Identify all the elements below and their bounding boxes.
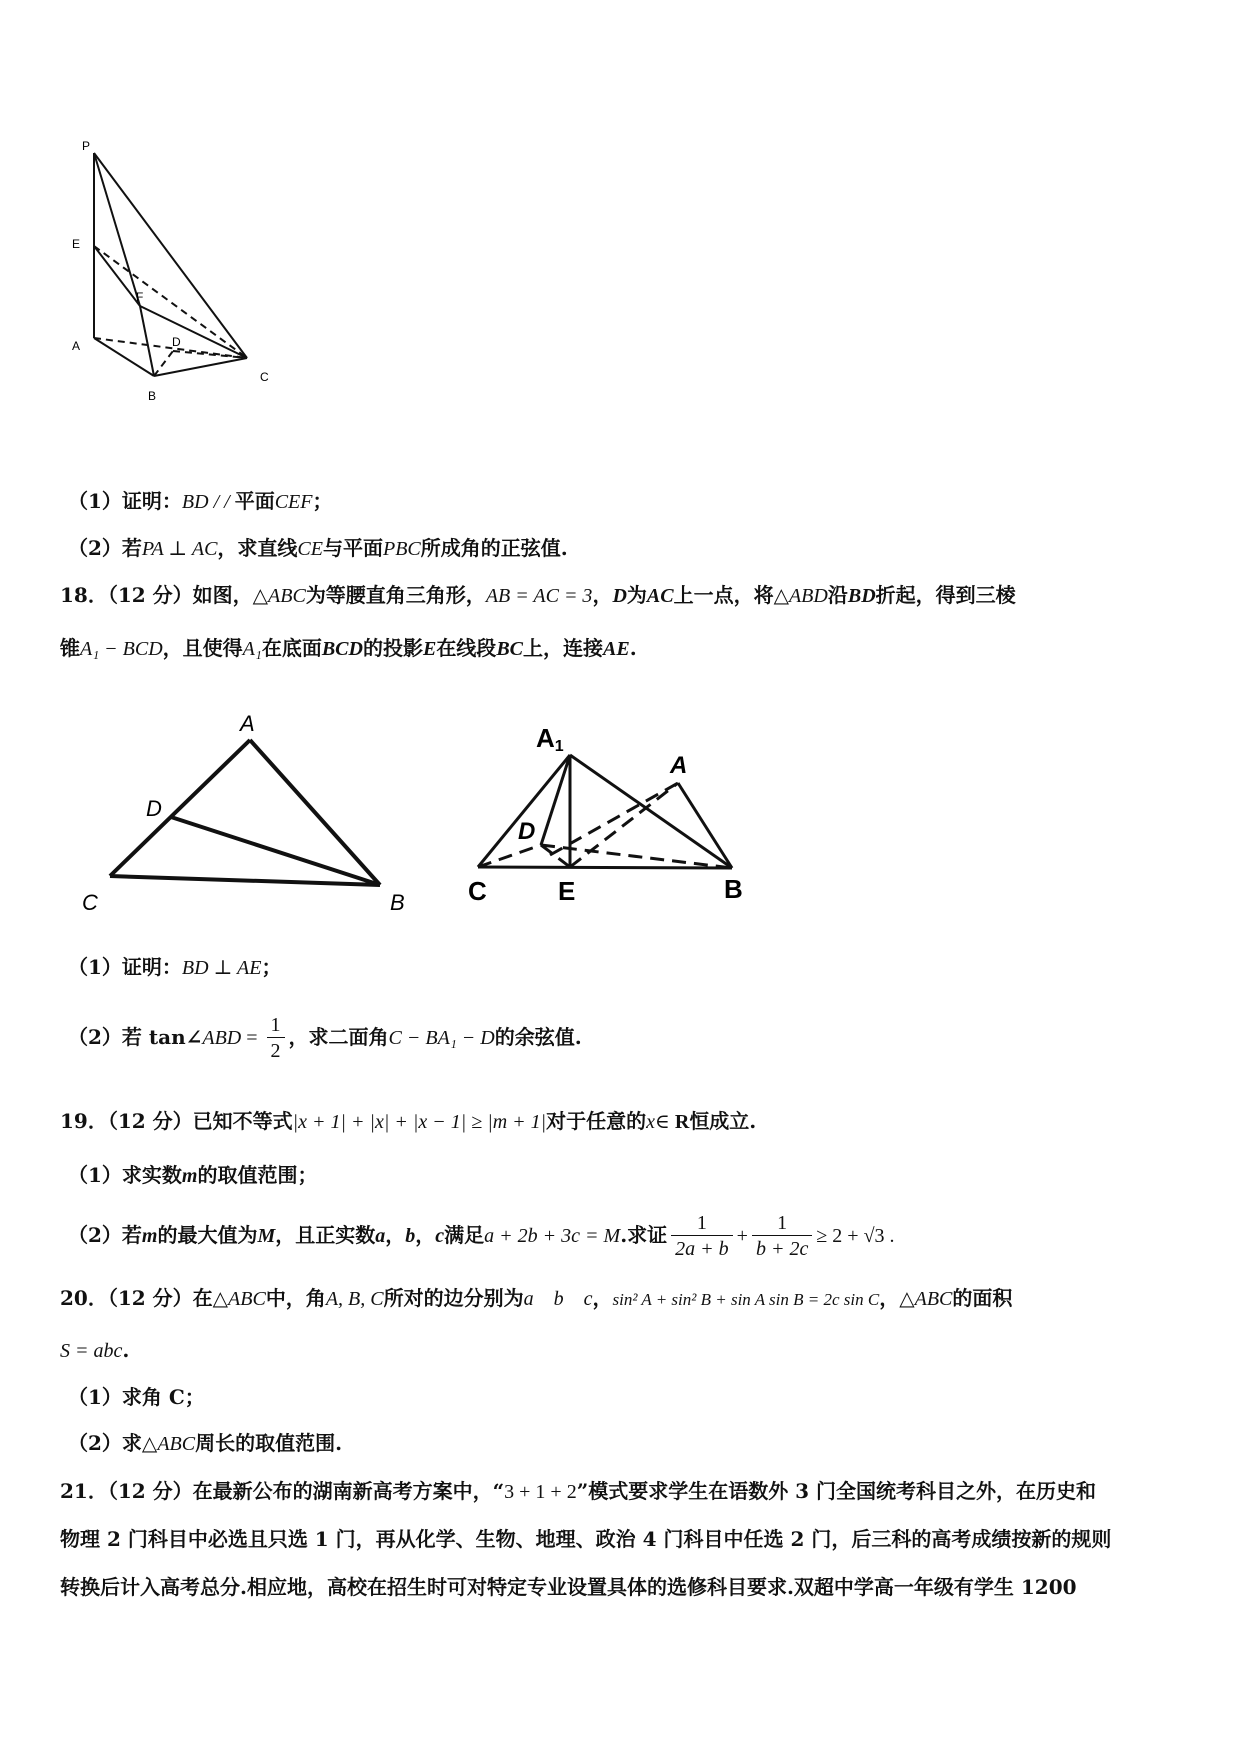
label-B: B xyxy=(390,890,405,915)
triangle-figure-left xyxy=(70,710,420,920)
folded-pyramid-figure xyxy=(460,715,790,910)
q20-stem-line2: S = abc. xyxy=(60,1338,130,1362)
q19-part1: （1）求实数m的取值范围； xyxy=(68,1163,318,1187)
label-B: B xyxy=(148,389,157,403)
q21-stem-line1: 21．（12 分）在最新公布的湖南新高考方案中，“3 + 1 + 2”模式要求学生在语数外 3 门全国统考科目之外，在历史和 xyxy=(60,1479,1097,1503)
label-D: D xyxy=(518,818,536,845)
label-C: C xyxy=(260,370,269,384)
label-D: D xyxy=(146,796,162,821)
label-E: E xyxy=(72,237,81,251)
q19-part2: （2）若m的最大值为M，且正实数a，b，c满足a + 2b + 3c = M.求证 $\frac{1}{2a + b}$ + $\frac{1}{b + 2c}$ ≥ 2 + √3 . xyxy=(68,1212,895,1260)
q19-stem: 19．（12 分）已知不等式|x + 1| + |x| + |x − 1| ≥ |m + 1|对于任意的x∈ R恒成立. xyxy=(60,1109,757,1133)
q18-part2: （2）若 tan∠ABD = $\frac{1}{2}$ ，求二面角C − BA₁ − D的余弦值. xyxy=(68,1014,582,1062)
q20-stem-line1: 20．（12 分）在△ABC中，角A, B, C所对的边分别为a b c，sin² A + sin² B + sin A sin B = 2c sin C，△ABC的面积 xyxy=(60,1286,1013,1310)
fraction-one-half: $\frac{1}{2}$ xyxy=(267,1013,285,1064)
q20-part2: （2）求△ABC周长的取值范围. xyxy=(68,1431,343,1455)
q18-stem-line2: 锥A₁ − BCD，且使得A₁在底面BCD的投影E在线段BC上，连接AE. xyxy=(60,636,637,660)
q17-part1: （1）证明：BD / / 平面CEF； xyxy=(68,489,333,513)
q17-part2: （2）若PA ⊥ AC，求直线CE与平面PBC所成角的正弦值. xyxy=(68,536,568,560)
label-E: E xyxy=(558,876,576,906)
q20-part1: （1）求角 C； xyxy=(68,1385,205,1409)
label-A1: A1 xyxy=(536,723,564,755)
label-A: A xyxy=(240,711,255,736)
label-C: C xyxy=(82,890,98,915)
label-A: A xyxy=(72,339,81,353)
label-B: B xyxy=(724,874,743,904)
q21-stem-line2: 物理 2 门科目中必选且只选 1 门，再从化学、生物、地理、政治 4 门科目中任选 2 门，后三科的高考成绩按新的规则 xyxy=(60,1527,1112,1551)
q21-stem-line3: 转换后计入高考总分.相应地，高校在招生时可对特定专业设置具体的选修科目要求.双超中学高一年级有学生 1200 xyxy=(60,1575,1077,1599)
label-D: D xyxy=(172,335,181,349)
label-A: A xyxy=(670,752,688,779)
pyramid-figure xyxy=(70,138,300,413)
q18-stem-line1: 18．（12 分）如图，△ABC为等腰直角三角形，AB = AC = 3，D为AC上一点，将△ABD沿BD折起，得到三棱 xyxy=(60,583,1016,607)
label-F: F xyxy=(136,290,144,304)
fraction-1-over-2a-plus-b: $\frac{1}{2a + b}$ xyxy=(671,1211,733,1262)
fraction-1-over-b-plus-2c: $\frac{1}{b + 2c}$ xyxy=(752,1211,812,1262)
label-C: C xyxy=(468,876,487,906)
q18-part1: （1）证明：BD ⊥ AE； xyxy=(68,955,282,979)
label-P: P xyxy=(82,139,91,153)
